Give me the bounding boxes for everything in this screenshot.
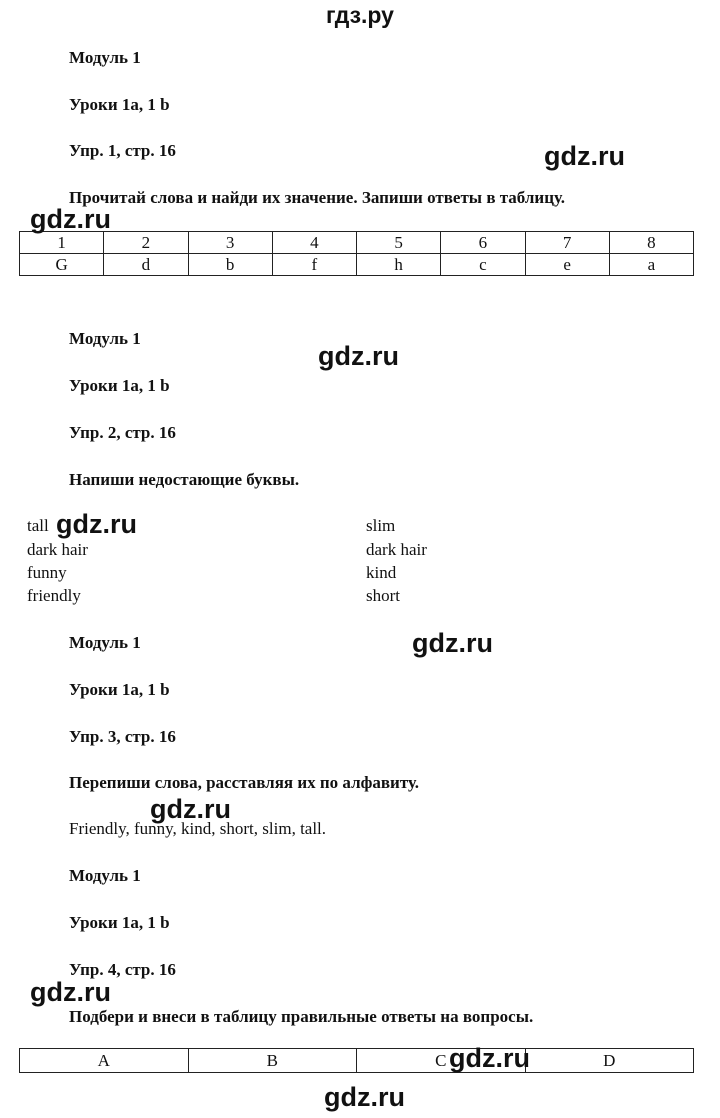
ex1-answer-cell: e [525, 254, 609, 276]
ex1-answer-cell: c [441, 254, 525, 276]
ex1-module: Модуль 1 [69, 48, 141, 67]
ex3-task: Перепиши слова, расставляя их по алфавиту. [69, 773, 420, 792]
watermark: gdz.ru [449, 1043, 530, 1073]
ex4-exercise-number: Упр. 4, стр. 16 [69, 960, 176, 979]
ex2-lessons: Уроки 1а, 1 b [69, 376, 170, 395]
ex4-header-cell: B [188, 1049, 357, 1073]
ex3-lessons: Уроки 1а, 1 b [69, 680, 170, 699]
ex1-answer-cell: b [188, 254, 272, 276]
ex4-header-cell: D [525, 1049, 694, 1073]
watermark: gdz.ru [30, 977, 111, 1007]
watermark: gdz.ru [324, 1082, 405, 1112]
ex2-word-left: friendly [27, 586, 81, 605]
ex2-word-right: short [366, 586, 400, 605]
ex2-module: Модуль 1 [69, 329, 141, 348]
ex2-word-right: slim [366, 516, 396, 535]
ex1-answer-cell: G [20, 254, 104, 276]
ex4-header-cell: C [357, 1049, 526, 1073]
ex1-number-cell: 8 [609, 232, 693, 254]
ex1-number-cell: 7 [525, 232, 609, 254]
ex1-answer-cell: f [272, 254, 356, 276]
ex2-word-left: dark hair [27, 540, 88, 559]
ex1-number-cell: 2 [104, 232, 188, 254]
watermark: gdz.ru [318, 341, 399, 371]
ex1-number-cell: 1 [20, 232, 104, 254]
ex2-word-left: tall [27, 516, 49, 535]
ex1-answer-cell: a [609, 254, 693, 276]
ex4-task: Подбери и внеси в таблицу правильные ответы на вопросы. [69, 1007, 534, 1026]
ex3-answer: Friendly, funny, kind, short, slim, tall. [69, 819, 327, 838]
site-title: гдз.ру [326, 2, 394, 28]
watermark: gdz.ru [150, 794, 231, 824]
watermark: gdz.ru [56, 509, 137, 539]
ex2-word-left: funny [27, 563, 67, 582]
ex1-answer-cell: d [104, 254, 188, 276]
ex1-number-cell: 5 [357, 232, 441, 254]
ex1-number-cell: 6 [441, 232, 525, 254]
ex2-task: Напиши недостающие буквы. [69, 470, 300, 489]
ex1-answer-cell: h [357, 254, 441, 276]
watermark: gdz.ru [30, 204, 111, 234]
ex1-task: Прочитай слова и найди их значение. Запиши ответы в таблицу. [69, 188, 566, 207]
ex1-number-cell: 3 [188, 232, 272, 254]
watermark: gdz.ru [544, 141, 625, 171]
ex1-lessons: Уроки 1а, 1 b [69, 95, 170, 114]
ex4-header-row [20, 1049, 694, 1073]
ex4-lessons: Уроки 1а, 1 b [69, 913, 170, 932]
ex3-module: Модуль 1 [69, 633, 141, 652]
ex4-header-cell: A [20, 1049, 189, 1073]
ex1-answer-row [20, 254, 694, 276]
ex4-answer-table [19, 1048, 694, 1073]
ex1-answer-table [19, 231, 694, 276]
ex1-number-cell: 4 [272, 232, 356, 254]
ex4-module: Модуль 1 [69, 866, 141, 885]
watermark: gdz.ru [412, 628, 493, 658]
ex1-number-row [20, 232, 694, 254]
ex2-word-right: kind [366, 563, 397, 582]
ex2-exercise-number: Упр. 2, стр. 16 [69, 423, 176, 442]
ex3-exercise-number: Упр. 3, стр. 16 [69, 727, 176, 746]
ex2-word-right: dark hair [366, 540, 427, 559]
ex1-exercise-number: Упр. 1, стр. 16 [69, 141, 176, 160]
